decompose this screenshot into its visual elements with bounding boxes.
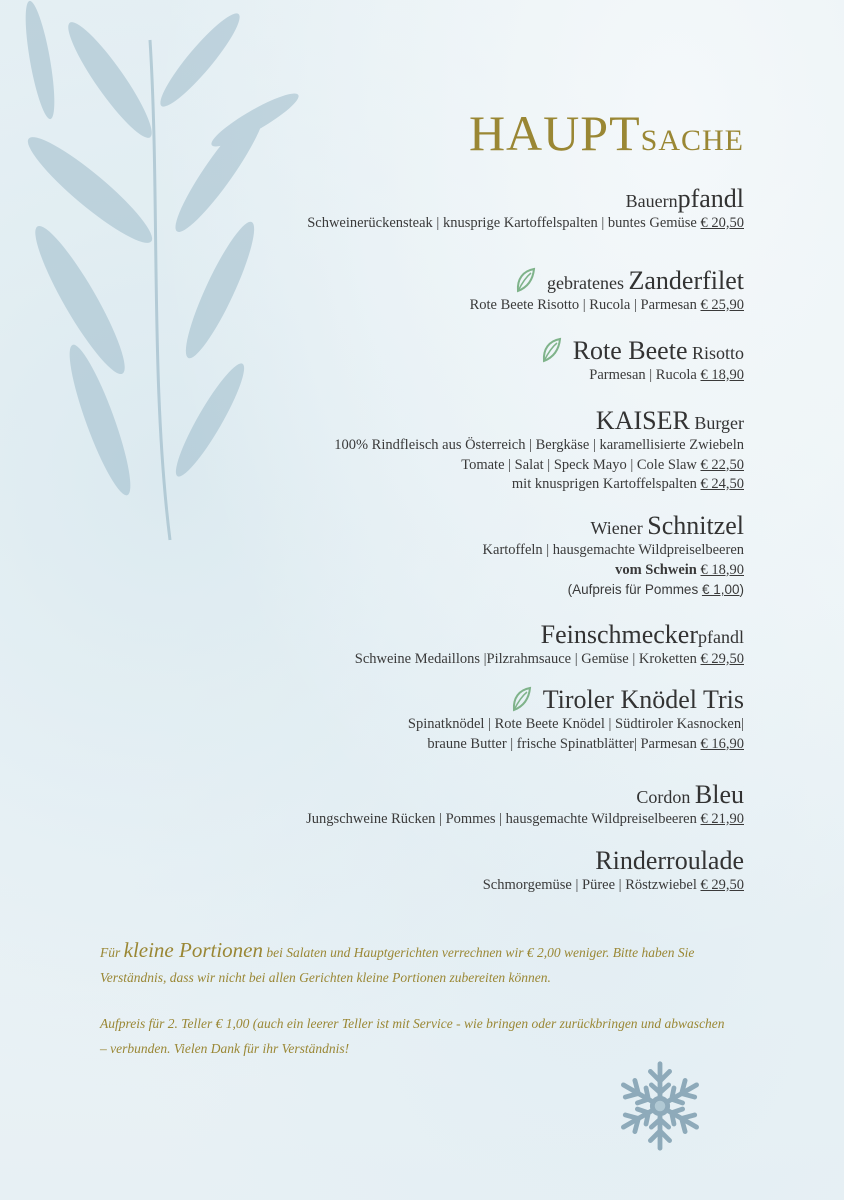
dish-price: € 25,90 [700, 297, 744, 313]
dish-description: Schweine Medaillons |Pilzrahmsauce | Gemüse | Kroketten € 29,50 [354, 651, 744, 667]
dish-name: Rote Beete [572, 336, 688, 365]
veggie-leaf-icon [541, 337, 563, 363]
dish-title [144, 266, 744, 296]
menu-item [144, 846, 744, 896]
dish-title [144, 685, 744, 715]
veggie-leaf-icon [511, 686, 533, 712]
dish-title [144, 511, 744, 541]
dish-name: KAISER [595, 406, 690, 435]
dish-name: Zanderfilet [628, 266, 744, 295]
dish-title [144, 620, 744, 650]
dish-price: € 18,90 [700, 367, 744, 383]
small-portions-note: Für kleine Portionen bei Salaten und Hauptgerichten verrechnen wir € 2,00 weniger. Bitte haben Sie [100, 938, 695, 962]
dish-description: Kartoffeln | hausgemachte Wildpreiselbeeren [482, 542, 744, 558]
menu-item [144, 336, 744, 386]
dish-name: Rinderroulade [595, 846, 744, 875]
dish-description: Rote Beete Risotto | Rucola | Parmesan € 25,90 [469, 297, 744, 313]
menu-item [144, 406, 744, 495]
dish-description: Parmesan | Rucola € 18,90 [589, 367, 744, 383]
dish-name: pfandl [677, 184, 744, 213]
dish-description: 100% Rindfleisch aus Österreich | Bergkäse | karamellisierte Zwiebeln [334, 437, 744, 453]
small-portions-note-line2: Verständnis, dass wir nicht bei allen Gerichten kleine Portionen zubereiten können. [100, 970, 551, 985]
dish-name-suffix: pfandl [698, 627, 744, 647]
dish-name: Feinschmecker [540, 620, 699, 649]
dish-name: Bleu [694, 780, 744, 809]
veggie-leaf-icon [515, 267, 537, 293]
dish-description: Tomate | Salat | Speck Mayo | Cole Slaw € 22,50 [461, 456, 744, 473]
dish-description: Jungschweine Rücken | Pommes | hausgemachte Wildpreiselbeeren € 21,90 [306, 811, 744, 827]
second-plate-note-line2: – verbunden. Vielen Dank für ihr Verständnis! [100, 1041, 350, 1056]
dish-description: Schmorgemüse | Püree | Röstzwiebel € 29,50 [482, 877, 744, 893]
dish-extra-price: € 24,50 [700, 476, 744, 492]
dish-price: € 21,90 [700, 811, 744, 827]
dish-description: Spinatknödel | Rote Beete Knödel | Südtiroler Kasnocken| [407, 716, 744, 732]
page-title: HAUPTSACHE [468, 105, 744, 161]
menu-item [144, 620, 744, 670]
dish-extra-option: mit knusprigen Kartoffelspalten € 24,50 [511, 476, 744, 492]
menu-item [144, 511, 744, 600]
dish-title [144, 336, 744, 366]
dish-title [144, 184, 744, 214]
dish-price: € 29,50 [700, 651, 744, 667]
menu-item [144, 266, 744, 316]
dish-price: € 20,50 [700, 215, 744, 231]
dish-surcharge-note: (Aufpreis für Pommes € 1,00) [567, 582, 744, 597]
menu-item [144, 184, 744, 234]
dish-title [144, 846, 744, 876]
dish-description: braune Butter | frische Spinatblätter| Parmesan € 16,90 [427, 735, 744, 752]
dish-description: Schweinerückensteak | knusprige Kartoffelspalten | buntes Gemüse € 20,50 [307, 215, 744, 231]
dish-name-suffix: Burger [689, 413, 744, 433]
dish-name-suffix: Risotto [687, 343, 744, 363]
dish-name-prefix: Cordon [636, 787, 695, 807]
dish-variant: vom Schwein € 18,90 [615, 561, 744, 578]
notes-block [100, 938, 760, 1061]
dish-price: € 29,50 [700, 877, 744, 893]
dish-title [144, 780, 744, 810]
dish-name: Schnitzel [647, 511, 744, 540]
dish-title [144, 406, 744, 436]
dish-price: € 16,90 [700, 735, 744, 752]
dish-price: € 18,90 [700, 561, 744, 578]
dish-name-prefix: gebratenes [547, 273, 629, 293]
menu-item [144, 685, 744, 754]
menu-item [144, 780, 744, 830]
dish-name-prefix: Wiener [590, 518, 648, 538]
dish-name: Tiroler Knödel Tris [542, 685, 744, 714]
snowflake-icon [612, 1058, 708, 1154]
dish-price: € 22,50 [700, 456, 744, 473]
dish-name-prefix: Bauern [625, 191, 678, 211]
second-plate-note: Aufpreis für 2. Teller € 1,00 (auch ein leerer Teller ist mit Service - wie bringen oder zurückbringen und abwaschen [100, 1016, 725, 1031]
